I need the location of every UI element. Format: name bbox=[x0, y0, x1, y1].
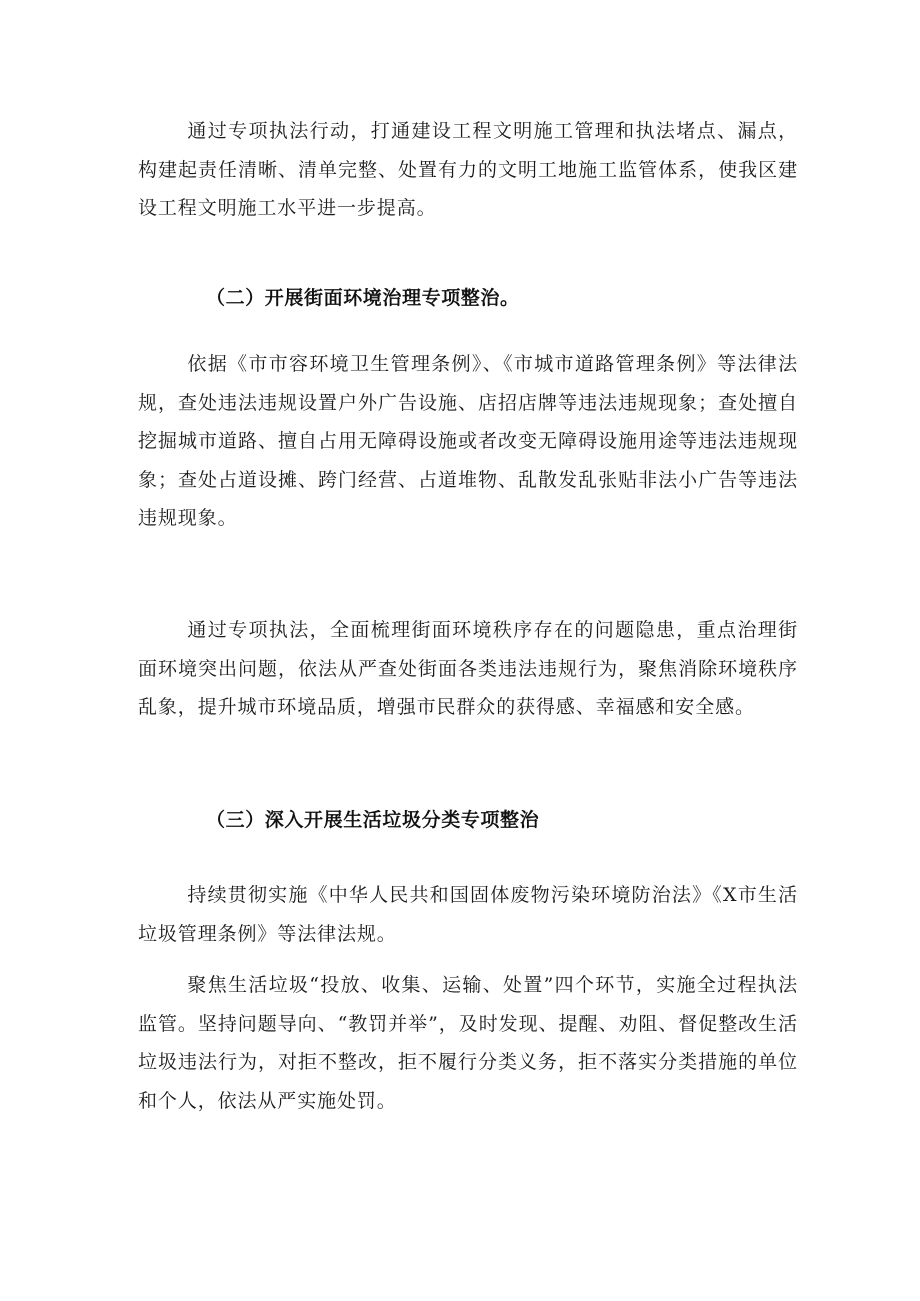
paragraph-garbage-laws: 持续贯彻实施《中华人民共和国固体废物污染环境防治法》《X市生活垃圾管理条例》等法律法规。 bbox=[138, 884, 798, 945]
paragraph-civilized-construction: 通过专项执法行动，打通建设工程文明施工管理和执法堵点、漏点，构建起责任清晰、清单完整、处置有力的文明工地施工监管体系，使我区建设工程文明施工水平进一步提高。 bbox=[138, 120, 798, 219]
heading-street-environment: （二）开展街面环境治理专项整治。 bbox=[206, 287, 520, 309]
paragraph-garbage-supervision: 聚焦生活垃圾“投放、收集、运输、处置”四个环节，实施全过程执法监管。坚持问题导向、“教罚并举”，及时发现、提醒、劝阻、督促整改生活垃圾违法行为，对拒不整改，拒不履行分类义务，拒不落实分类措施的单位和个人，依法从严实施处罚。 bbox=[138, 974, 798, 1112]
paragraph-street-regulations: 依据《市市容环境卫生管理条例》、《市城市道路管理条例》等法律法规，查处违法违规设置户外广告设施、店招店牌等违法违规现象；查处擅自挖掘城市道路、擅自占用无障碍设施或者改变无障碍设施用途等违法违规现象；查处占道设摊、跨门经营、占道堆物、乱散发乱张贴非法小广告等违法违规现象。 bbox=[138, 353, 798, 529]
paragraph-street-enforcement: 通过专项执法，全面梳理街面环境秩序存在的问题隐患，重点治理街面环境突出问题，依法从严查处街面各类违法违规行为，聚焦消除环境秩序乱象，提升城市环境品质，增强市民群众的获得感、幸福感和安全感。 bbox=[138, 619, 798, 718]
heading-garbage-sorting: （三）深入开展生活垃圾分类专项整治 bbox=[206, 809, 540, 831]
